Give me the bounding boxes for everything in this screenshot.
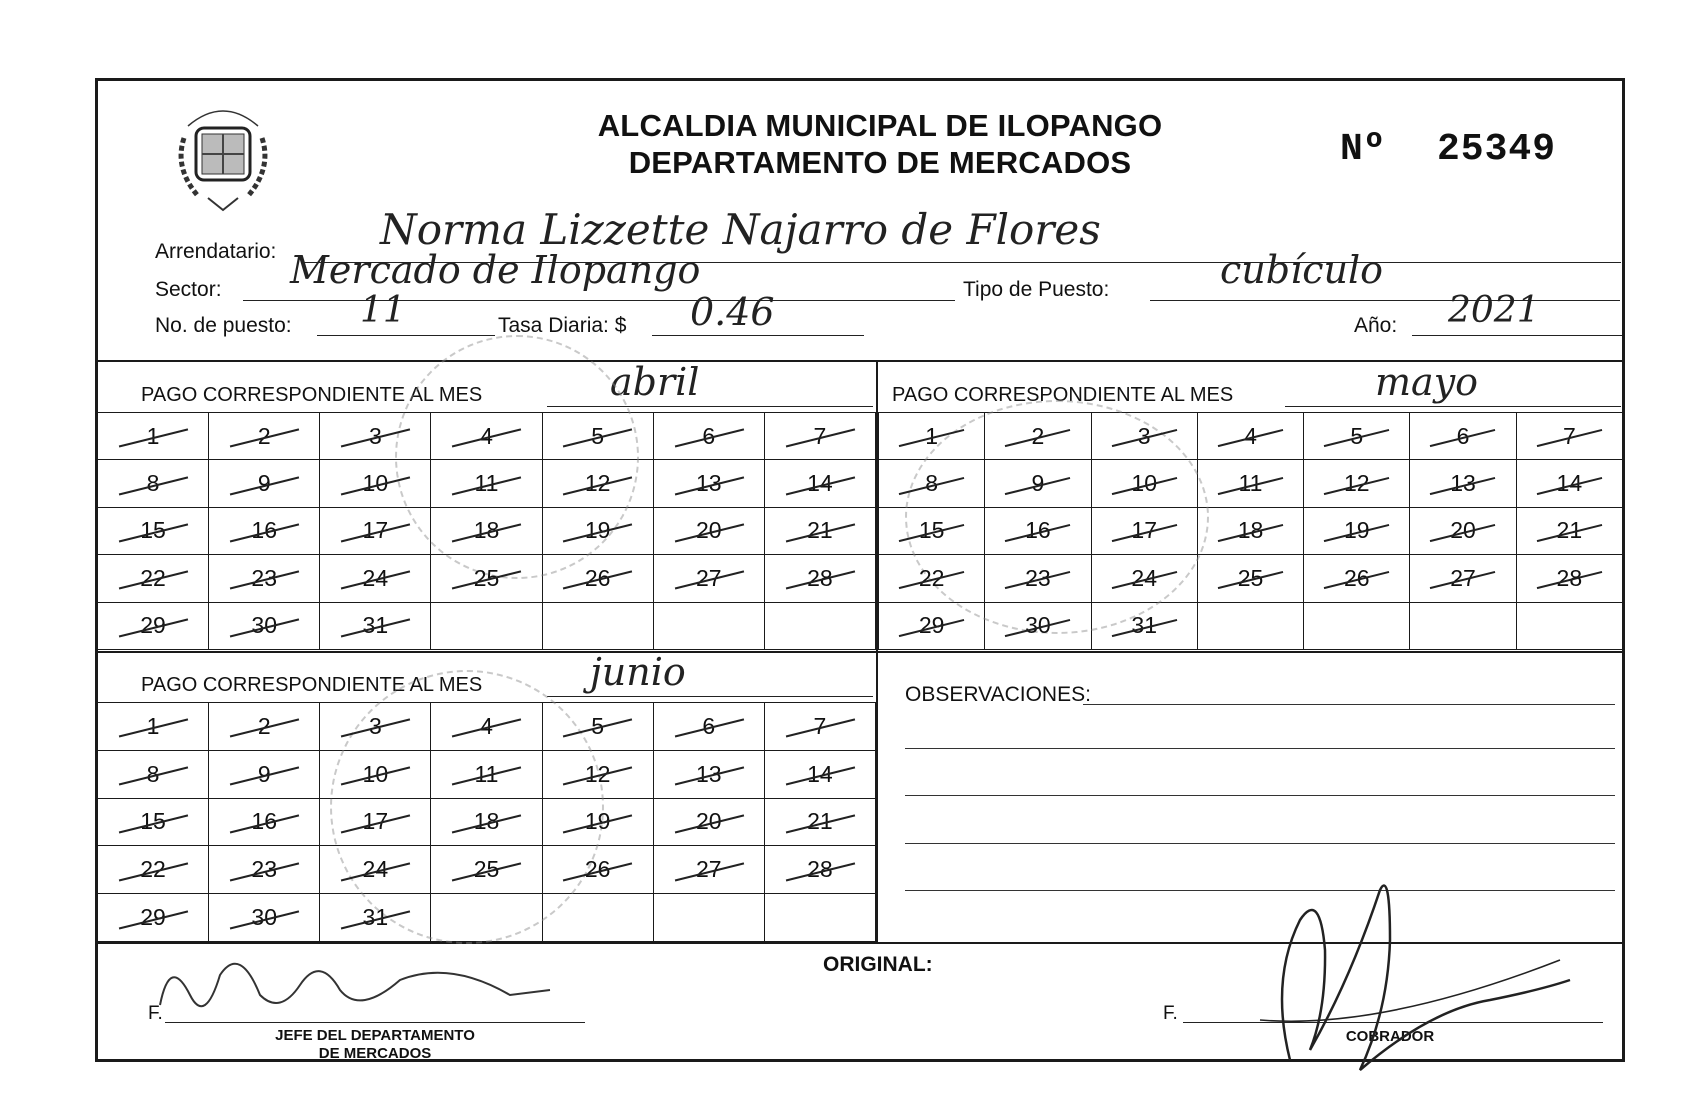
april-day-cell [320, 602, 431, 649]
observaciones-label: OBSERVACIONES: [905, 683, 1091, 706]
june-day-cell [653, 846, 764, 894]
may-day-number: 6 [1456, 422, 1470, 449]
june-day-cell [764, 750, 875, 798]
april-day-number: 5 [591, 422, 605, 449]
april-day-cell [209, 413, 320, 460]
document-number: 25349 [1437, 128, 1557, 171]
june-empty-cell [764, 894, 875, 942]
june-day-cell [98, 703, 209, 751]
june-day-number: 1 [146, 712, 160, 739]
tipo-value: cubículo [1220, 248, 1384, 292]
f-label-left: F. [148, 1003, 163, 1024]
april-day-number: 31 [362, 612, 389, 639]
original-label: ORIGINAL: [823, 953, 933, 976]
puesto-label: No. de puesto: [155, 314, 292, 337]
april-day-number: 3 [368, 422, 382, 449]
april-day-number: 16 [251, 517, 277, 544]
april-day-number: 10 [362, 470, 389, 497]
april-day-cell [98, 460, 209, 507]
april-week-row [98, 602, 876, 649]
may-day-cell [1197, 460, 1303, 507]
april-day-number: 24 [362, 564, 389, 591]
june-day-number: 16 [251, 808, 277, 835]
tasa-value: 0.46 [690, 290, 775, 334]
may-day-cell [1304, 555, 1410, 602]
jefe-line-1: JEFE DEL DEPARTAMENTO [275, 1027, 475, 1044]
april-day-number: 4 [480, 422, 493, 449]
april-day-number: 12 [584, 470, 611, 497]
may-day-number: 30 [1025, 612, 1051, 639]
april-day-number: 8 [146, 470, 160, 497]
april-day-cell [653, 413, 764, 460]
may-day-number: 4 [1244, 422, 1257, 449]
may-empty-cell [1410, 602, 1516, 649]
april-day-number: 20 [695, 517, 722, 544]
june-day-number: 23 [251, 856, 277, 883]
obs-line-1 [1083, 704, 1615, 705]
june-empty-cell [653, 894, 764, 942]
june-day-number: 21 [807, 808, 833, 835]
obs-line-3 [905, 795, 1615, 796]
april-day-cell [320, 555, 431, 602]
tasa-label: Tasa Diaria: $ [498, 314, 627, 337]
april-empty-cell [653, 602, 764, 649]
cobrador-signature [1230, 860, 1590, 1100]
june-day-number: 15 [140, 808, 166, 835]
april-day-cell [209, 602, 320, 649]
tipo-line [1150, 300, 1620, 301]
june-day-number: 2 [257, 712, 271, 739]
april-label: PAGO CORRESPONDIENTE AL MES [141, 384, 483, 406]
may-day-number: 2 [1031, 422, 1045, 449]
june-day-number: 11 [474, 760, 499, 787]
june-day-number: 10 [362, 760, 389, 787]
may-day-cell [1304, 460, 1410, 507]
sector-value: Mercado de Ilopango [290, 248, 701, 292]
june-day-cell [653, 798, 764, 846]
may-day-number: 27 [1450, 564, 1476, 591]
june-day-cell [98, 798, 209, 846]
june-day-number: 31 [362, 904, 389, 931]
may-label: PAGO CORRESPONDIENTE AL MES [892, 384, 1234, 406]
april-day-number: 14 [807, 470, 833, 497]
title-line-2: DEPARTAMENTO DE MERCADOS [628, 145, 1132, 180]
tipo-label: Tipo de Puesto: [963, 278, 1110, 301]
cancelado-stamp-2 [905, 400, 1209, 634]
may-day-cell [1197, 507, 1303, 554]
jefe-signature [150, 935, 570, 1035]
april-day-cell [98, 602, 209, 649]
june-day-number: 28 [807, 856, 833, 883]
may-day-number: 5 [1350, 422, 1364, 449]
may-day-cell [1197, 555, 1303, 602]
june-day-number: 17 [362, 808, 389, 835]
may-day-cell [1197, 413, 1303, 460]
june-day-number: 29 [140, 904, 166, 931]
june-day-cell [764, 798, 875, 846]
april-day-number: 30 [251, 612, 277, 639]
municipal-seal [168, 98, 278, 216]
april-day-cell [209, 555, 320, 602]
april-empty-cell [431, 602, 542, 649]
june-day-number: 18 [473, 808, 500, 835]
obs-line-4 [905, 843, 1615, 844]
may-day-cell [1410, 460, 1516, 507]
april-day-number: 7 [813, 422, 827, 449]
may-day-cell [1516, 555, 1622, 602]
tasa-line [652, 335, 864, 336]
may-day-number: 28 [1556, 564, 1583, 591]
june-day-number: 7 [813, 712, 827, 739]
april-day-cell [98, 507, 209, 554]
april-day-number: 25 [473, 564, 500, 591]
june-day-number: 27 [695, 856, 722, 883]
april-day-number: 11 [474, 470, 499, 497]
april-day-cell [653, 460, 764, 507]
arrendatario-label: Arrendatario: [155, 240, 277, 263]
sector-label: Sector: [155, 278, 222, 301]
may-day-number: 20 [1450, 517, 1476, 544]
april-day-number: 26 [584, 564, 611, 591]
june-day-cell [209, 703, 320, 751]
may-day-number: 23 [1025, 564, 1051, 591]
anio-label: Año: [1354, 314, 1398, 337]
may-day-number: 21 [1556, 517, 1583, 544]
june-day-cell [98, 750, 209, 798]
f-label-right: F. [1163, 1003, 1178, 1024]
may-day-number: 1 [925, 422, 939, 449]
april-day-cell [98, 413, 209, 460]
april-calendar [97, 412, 876, 650]
may-day-number: 26 [1343, 564, 1370, 591]
april-day-cell [209, 507, 320, 554]
may-day-cell [1410, 413, 1516, 460]
june-day-cell [98, 846, 209, 894]
april-day-number: 13 [695, 470, 722, 497]
may-empty-cell [1516, 602, 1622, 649]
june-day-cell [764, 846, 875, 894]
number-label: Nº [1340, 128, 1386, 171]
anio-value: 2021 [1448, 290, 1540, 331]
april-value: abril [610, 360, 700, 404]
puesto-value: 11 [360, 290, 406, 331]
june-line [547, 696, 873, 697]
may-day-number: 16 [1025, 517, 1051, 544]
june-day-cell [209, 798, 320, 846]
april-day-cell [764, 460, 875, 507]
april-day-cell [209, 460, 320, 507]
may-day-number: 19 [1343, 517, 1370, 544]
jefe-line-2: DE MERCADOS [318, 1045, 432, 1062]
may-day-number: 11 [1238, 470, 1263, 497]
april-day-number: 23 [251, 564, 277, 591]
april-day-number: 2 [257, 422, 271, 449]
sector-line [243, 300, 955, 301]
june-day-number: 14 [807, 760, 833, 787]
may-value: mayo [1375, 360, 1479, 404]
may-day-number: 9 [1031, 470, 1045, 497]
may-day-number: 25 [1237, 564, 1264, 591]
may-day-number: 17 [1131, 517, 1157, 544]
may-day-number: 13 [1450, 470, 1476, 497]
cancelado-stamp-3 [330, 670, 604, 944]
june-day-number: 20 [695, 808, 722, 835]
june-day-number: 4 [480, 712, 493, 739]
may-day-number: 15 [918, 517, 945, 544]
middle-divider [97, 651, 1623, 653]
may-day-cell [1304, 507, 1410, 554]
may-day-number: 24 [1131, 564, 1157, 591]
june-day-cell [209, 750, 320, 798]
april-day-cell [98, 555, 209, 602]
may-day-cell [1516, 460, 1622, 507]
may-empty-cell [1197, 602, 1303, 649]
june-day-number: 24 [362, 856, 389, 883]
june-value: junio [590, 650, 686, 694]
april-empty-cell [764, 602, 875, 649]
may-day-cell [1410, 555, 1516, 602]
april-day-number: 6 [702, 422, 716, 449]
title-line-1: ALCALDIA MUNICIPAL DE ILOPANGO [597, 108, 1163, 143]
june-day-number: 8 [146, 760, 160, 787]
may-day-number: 8 [925, 470, 939, 497]
may-day-number: 10 [1131, 470, 1157, 497]
june-day-number: 3 [368, 712, 382, 739]
anio-line [1412, 335, 1622, 336]
june-day-number: 13 [695, 760, 722, 787]
may-day-number: 3 [1137, 422, 1151, 449]
arrendatario-value: Norma Lizzette Najarro de Flores [380, 205, 1101, 254]
june-day-number: 19 [584, 808, 611, 835]
may-day-cell [1516, 413, 1622, 460]
april-day-cell [653, 507, 764, 554]
april-day-number: 1 [146, 422, 160, 449]
april-day-number: 17 [362, 517, 389, 544]
june-day-cell [653, 703, 764, 751]
april-day-number: 18 [473, 517, 500, 544]
april-day-number: 9 [257, 470, 271, 497]
april-day-number: 19 [584, 517, 611, 544]
june-label: PAGO CORRESPONDIENTE AL MES [141, 674, 483, 696]
june-day-number: 22 [140, 856, 166, 883]
april-day-number: 21 [807, 517, 833, 544]
june-day-number: 25 [473, 856, 500, 883]
may-day-number: 22 [918, 564, 945, 591]
may-day-number: 29 [918, 612, 945, 639]
june-day-number: 9 [257, 760, 271, 787]
april-day-cell [764, 413, 875, 460]
may-day-number: 31 [1131, 612, 1157, 639]
june-day-number: 5 [591, 712, 605, 739]
april-day-cell [764, 555, 875, 602]
may-day-number: 7 [1562, 422, 1576, 449]
june-day-number: 6 [702, 712, 716, 739]
title-block [520, 107, 1240, 181]
may-day-number: 12 [1343, 470, 1370, 497]
june-day-cell [653, 750, 764, 798]
june-day-cell [764, 703, 875, 751]
may-day-cell [1516, 507, 1622, 554]
april-day-number: 15 [140, 517, 166, 544]
may-day-cell [1410, 507, 1516, 554]
may-day-number: 14 [1556, 470, 1583, 497]
june-day-number: 26 [584, 856, 611, 883]
obs-line-2 [905, 748, 1615, 749]
may-line [1285, 406, 1621, 407]
april-day-number: 29 [140, 612, 166, 639]
puesto-line [317, 335, 495, 336]
june-day-cell [209, 846, 320, 894]
cobrador-caption: COBRADOR [1345, 1028, 1435, 1045]
april-empty-cell [542, 602, 653, 649]
april-day-cell [653, 555, 764, 602]
april-day-number: 27 [695, 564, 722, 591]
april-day-cell [764, 507, 875, 554]
april-day-number: 28 [807, 564, 833, 591]
may-empty-cell [1304, 602, 1410, 649]
april-day-number: 22 [140, 564, 166, 591]
may-day-cell [1304, 413, 1410, 460]
june-day-number: 12 [584, 760, 611, 787]
june-day-number: 30 [251, 904, 277, 931]
may-day-number: 18 [1237, 517, 1264, 544]
